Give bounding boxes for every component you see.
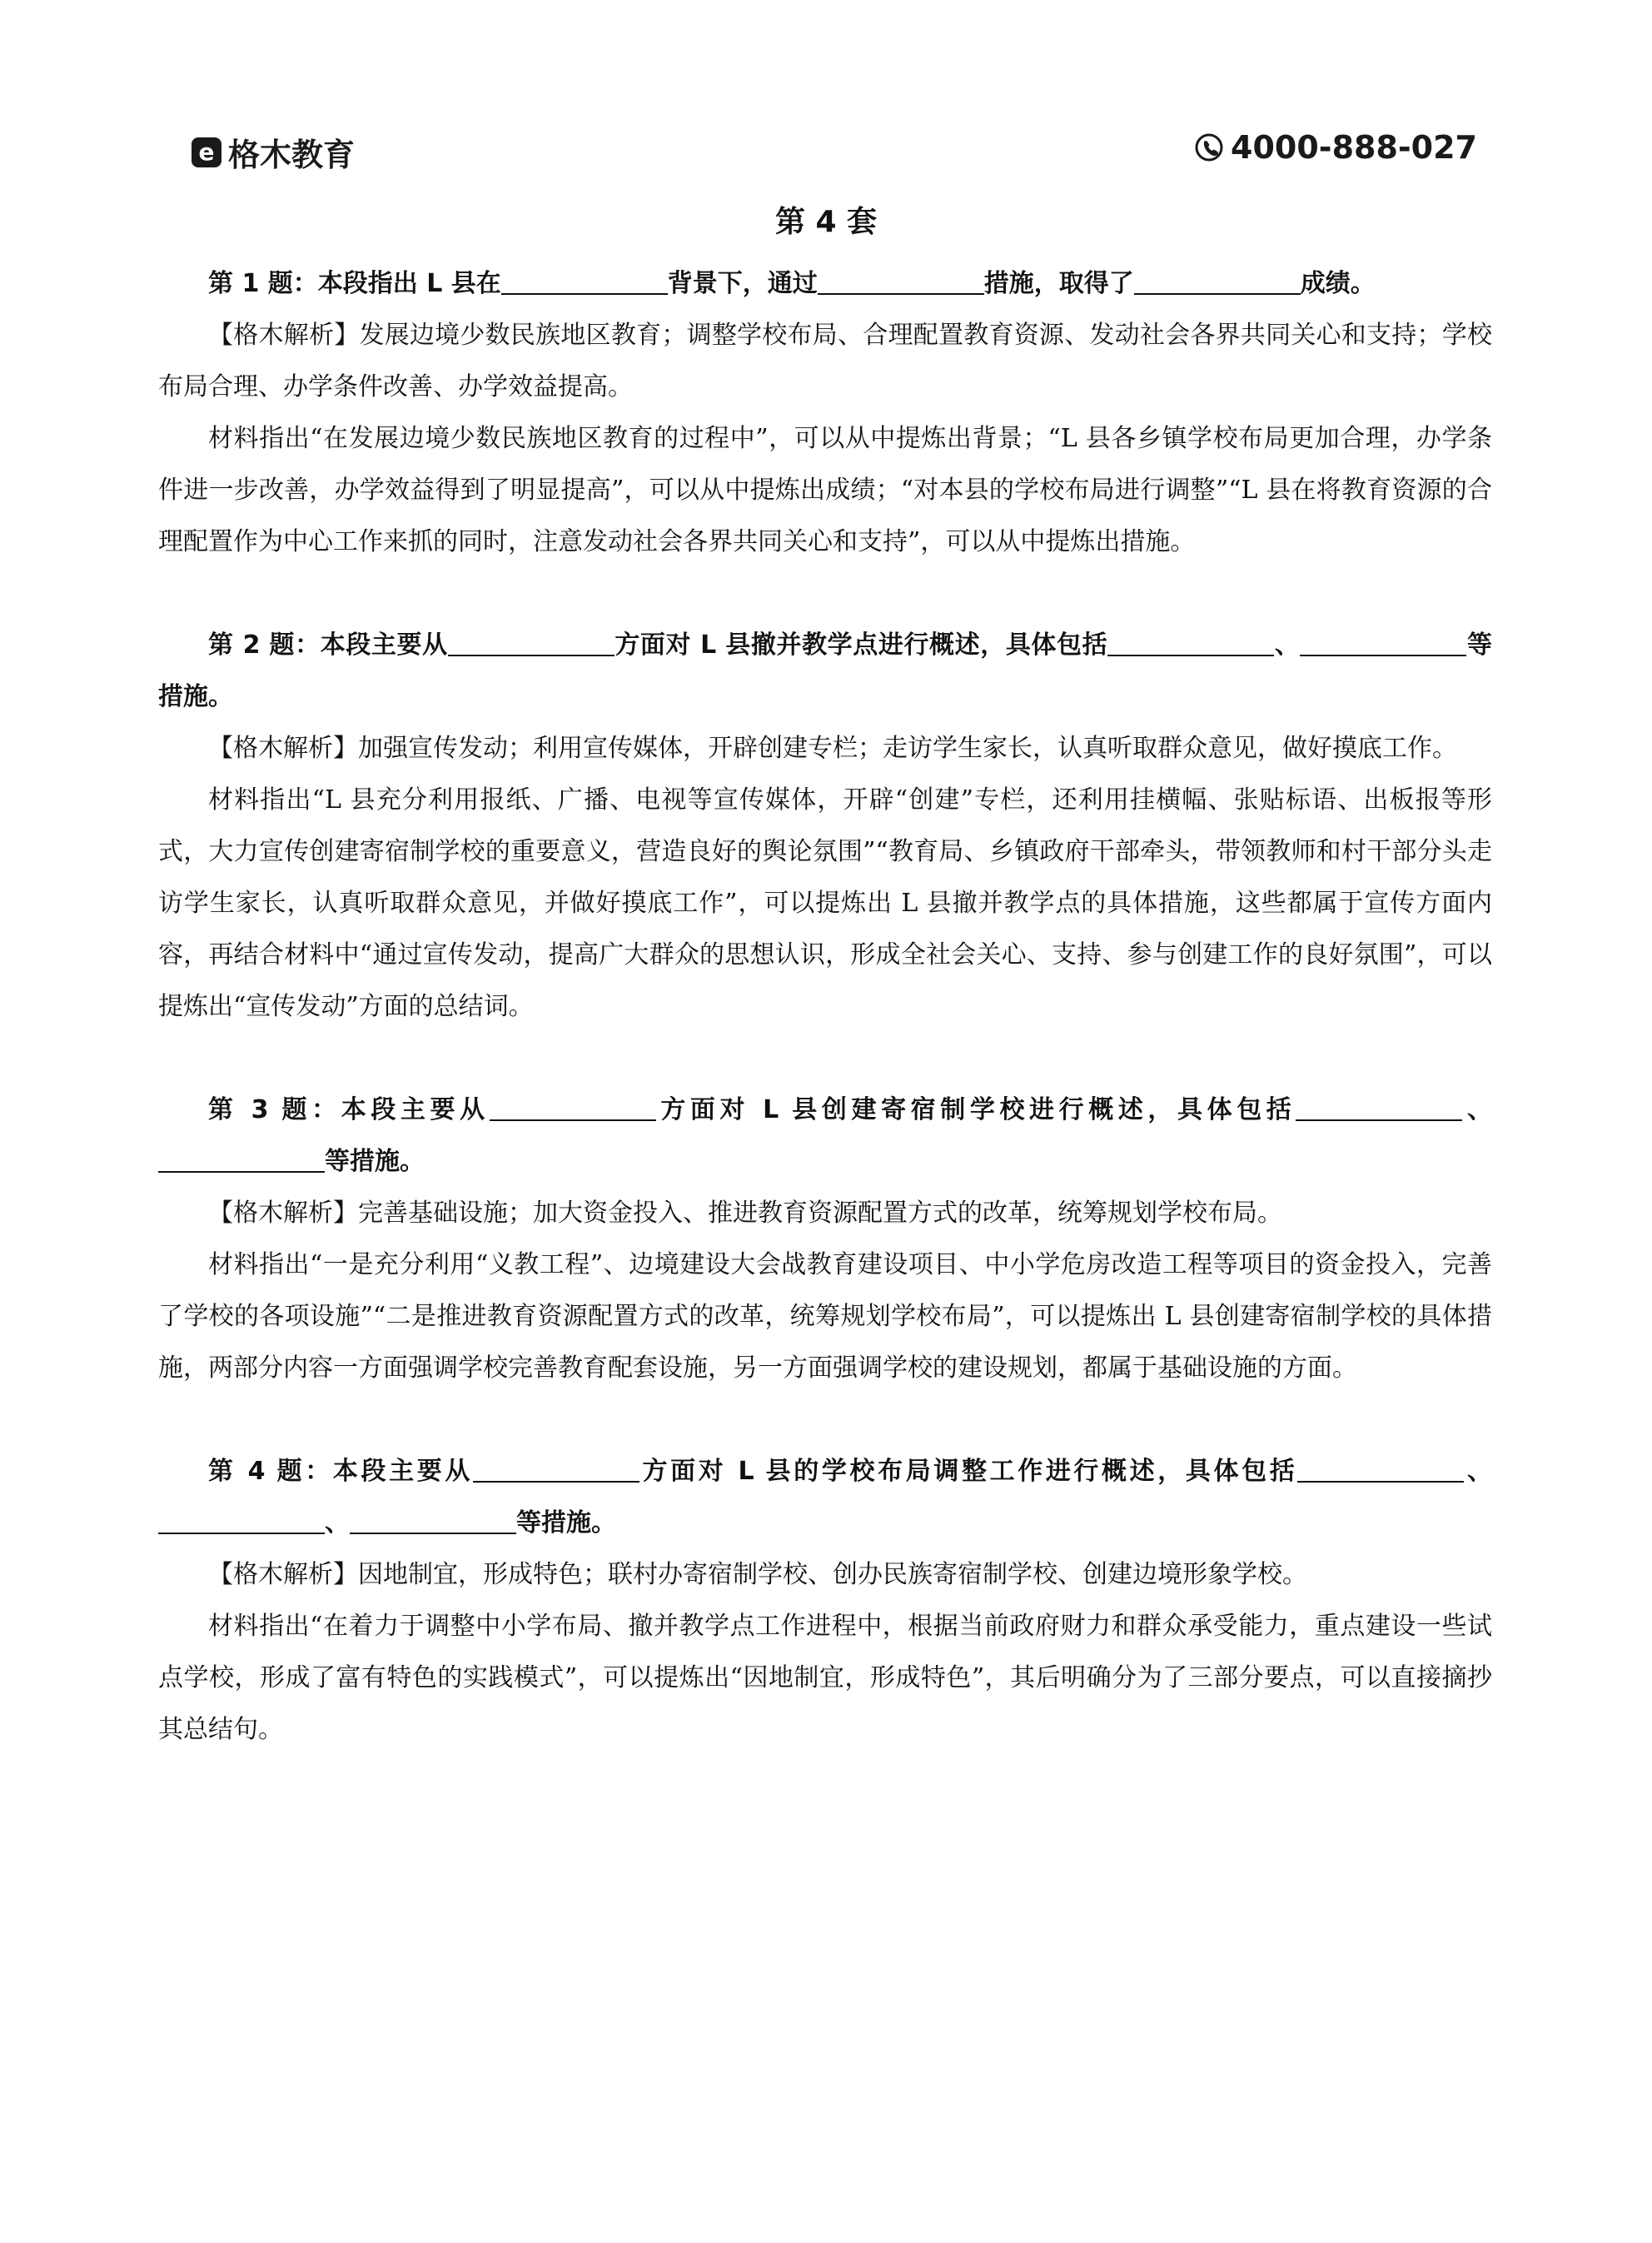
answer-text: 加强宣传发动；利用宣传媒体，开辟创建专栏；走访学生家长，认真听取群众意见，做好摸底工作。 [358, 734, 1457, 763]
question-4 [158, 1446, 1492, 1549]
answer-blank [473, 1456, 639, 1483]
question-text: 等措施。 [158, 631, 1493, 711]
analysis-3: 材料指出“一是充分利用“义教工程”、边境建设大会战教育建设项目、中小学危房改造工程等项目的资金投入，完善了学校的各项设施”“二是推进教育资源配置方式的改革，统筹规划学校布局”，可以提炼出 L 县创建寄宿制学校的具体措施，两部分内容一方面强调学校完善教育配套设施，另一方面强调学校的建设规划，都属于基础设施的方面。 [158, 1250, 1492, 1383]
doc-title: 第 4 套 [774, 205, 878, 239]
question-text: 第 4 题：本段主要从 [208, 1457, 473, 1486]
question-text: 方面对 L 县的学校布局调整工作进行概述，具体包括 [639, 1457, 1298, 1486]
analysis-1: 材料指出“在发展边境少数民族地区教育的过程中”，可以从中提炼出背景；“L 县各乡镇学校布局更加合理，办学条件进一步改善，办学效益得到了明显提高”，可以从中提炼出成绩；“对本县的学校布局进行调整”“L 县在将教育资源的合理配置作为中心工作来抓的同时，注意发动社会各界共同关心和支持”，可以从中提炼出措施。 [158, 424, 1492, 556]
answer-blank [501, 268, 668, 295]
question-section-1 [158, 258, 1492, 568]
brand-logo [192, 129, 355, 175]
answer-blank [818, 268, 984, 295]
answer-text: 完善基础设施；加大资金投入、推进教育资源配置方式的改革，统筹规划学校布局。 [358, 1199, 1282, 1228]
question-text: 成绩。 [1300, 269, 1376, 298]
phone-number: 4000-888-027 [1231, 129, 1477, 166]
question-section-3 [158, 1084, 1492, 1394]
question-text: 等措施。 [516, 1508, 616, 1538]
question-text: 第 2 题：本段主要从 [208, 631, 448, 660]
analysis-tag: 【格木解析】 [208, 1199, 358, 1228]
question-section-4 [158, 1446, 1492, 1756]
analysis-tag: 【格木解析】 [208, 734, 358, 763]
logo-text: 格木教育 [228, 137, 356, 173]
answer-text: 因地制宜，形成特色；联村办寄宿制学校、创办民族寄宿制学校、创建边境形象学校。 [358, 1560, 1307, 1589]
analysis-2: 材料指出“L 县充分利用报纸、广播、电视等宣传媒体，开辟“创建”专栏，还利用挂横幅、张贴标语、出板报等形式，大力宣传创建寄宿制学校的重要意义，营造良好的舆论氛围”“教育局、乡镇政府干部牵头，带领教师和村干部分头走访学生家长，认真听取群众意见，并做好摸底工作”，可以提炼出 L 县撤并教学点的具体措施，这些都属于宣传方面内容，再结合材料中“通过宣传发动，提高广大群众的思想认识，形成全社会关心、支持、参与创建工作的良好氛围”，可以提炼出“宣传发动”方面的总结词。 [158, 785, 1492, 1021]
answer-3 [158, 1188, 1492, 1239]
question-text: 方面对 L 县撤并教学点进行概述，具体包括 [614, 631, 1108, 660]
answer-2 [158, 723, 1492, 775]
phone-icon [1194, 132, 1224, 162]
phone-contact [1194, 129, 1477, 166]
answer-blank [350, 1508, 516, 1534]
answer-4 [158, 1549, 1492, 1601]
answer-1 [158, 310, 1492, 413]
answer-blank [1134, 268, 1301, 295]
question-text: 背景下，通过 [667, 269, 818, 298]
question-text: 第 1 题：本段指出 L 县在 [208, 269, 501, 298]
answer-blank [448, 630, 615, 656]
question-text: 措施，取得了 [983, 269, 1134, 298]
answer-blank [158, 1508, 325, 1534]
question-text: 、 [1464, 1457, 1492, 1486]
answer-blank [1300, 630, 1466, 656]
question-text: 等措施。 [325, 1147, 425, 1176]
header [158, 129, 1477, 179]
answer-text: 发展边境少数民族地区教育；调整学校布局、合理配置教育资源、发动社会各界共同关心和支持；学校布局合理、办学条件改善、办学效益提高。 [158, 321, 1493, 401]
question-text: 、 [1462, 1095, 1493, 1124]
analysis-tag: 【格木解析】 [208, 321, 360, 350]
question-1 [158, 258, 1492, 310]
answer-blank [158, 1146, 325, 1173]
analysis-tag: 【格木解析】 [208, 1560, 358, 1589]
question-section-2 [158, 620, 1492, 1033]
question-2 [158, 620, 1492, 723]
answer-blank [1107, 630, 1274, 656]
answer-blank [490, 1094, 656, 1121]
logo-icon: e [192, 137, 221, 167]
question-text: 、 [1274, 631, 1301, 660]
question-text: 方面对 L 县创建寄宿制学校进行概述，具体包括 [655, 1095, 1296, 1124]
analysis-4: 材料指出“在着力于调整中小学布局、撤并教学点工作进程中，根据当前政府财力和群众承受能力，重点建设一些试点学校，形成了富有特色的实践模式”，可以提炼出“因地制宜，形成特色”，其后明确分为了三部分要点，可以直接摘抄其总结句。 [158, 1612, 1492, 1744]
answer-blank [1296, 1094, 1462, 1121]
question-text: 第 3 题：本段主要从 [208, 1095, 490, 1124]
answer-blank [1297, 1456, 1464, 1483]
question-3 [158, 1084, 1492, 1188]
content [158, 258, 1492, 1807]
question-text: 、 [325, 1508, 350, 1538]
